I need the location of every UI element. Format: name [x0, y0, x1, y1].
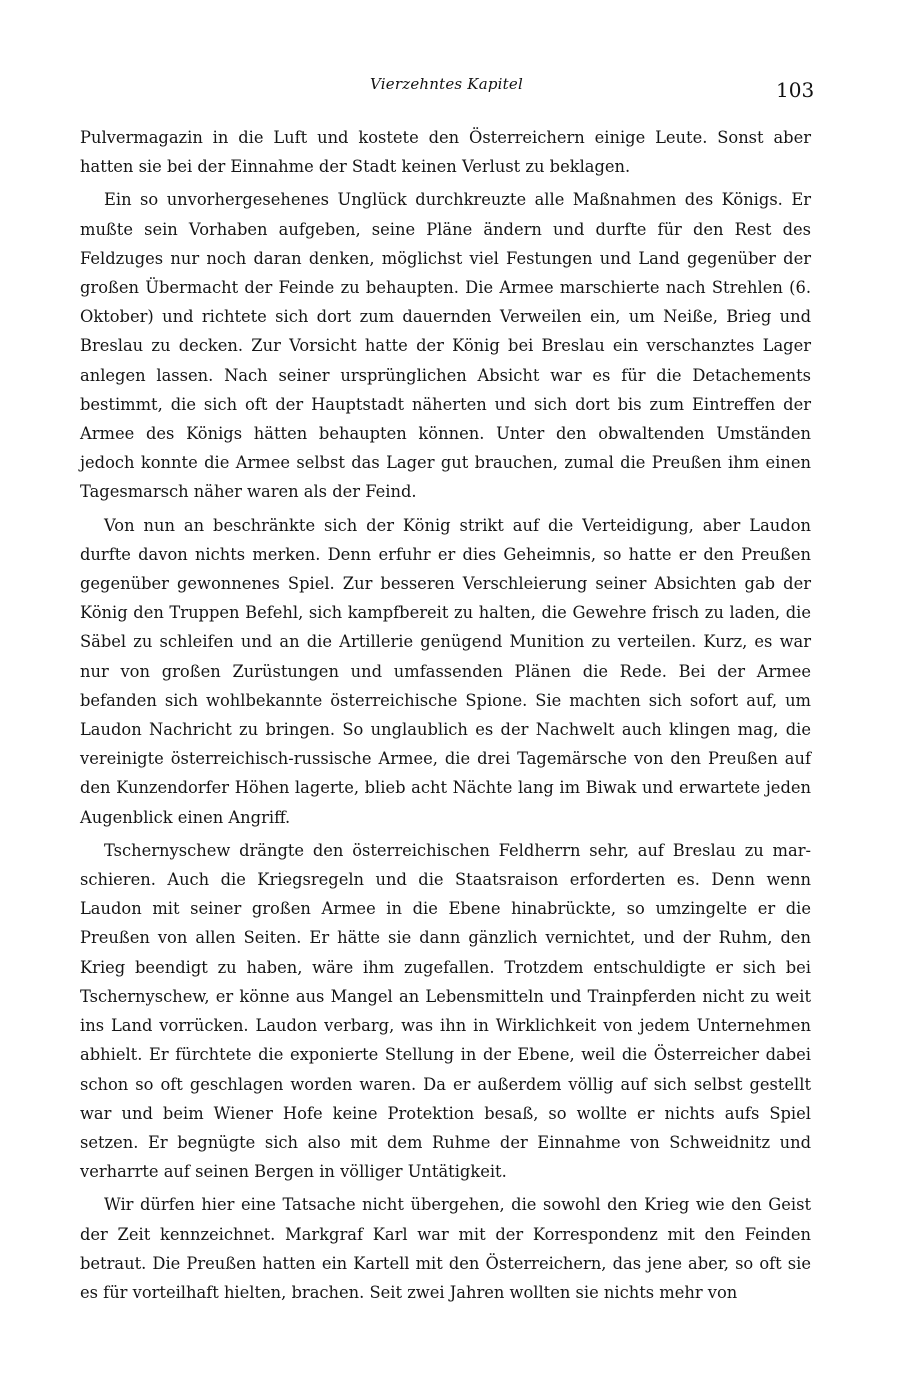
body-text: [80, 123, 811, 1307]
paragraph-continued: Pulvermagazin in die Luft und kostete den Österreichern einige Leute. Sonst aber hatten sie bei der Einnahme der Stadt keinen Verlust zu beklagen.: [80, 128, 811, 177]
page-number: 103: [776, 78, 815, 102]
paragraph: Tschernyschew drängte den österreichischen Feldherrn sehr, auf Breslau zu marschieren. Auch die Kriegsregeln und die Staatsraison erforderten es. Denn wenn Laudon mit seiner großen Armee in die Ebene hinabrückte, so umzingelte er die Preußen von allen Seiten. Er hätte sie dann gänzlich vernichtet, und der Ruhm, den Krieg beendigt zu haben, wäre ihm zugefallen. Trotzdem entschuldigte er sich bei Tschernyschew, er könne aus Mangel an Lebensmitteln und Trainpferden nicht zu weit ins Land vorrücken. Laudon verbarg, was ihn in Wirklichkeit von jedem Unternehmen abhielt. Er fürchtete die exponierte Stellung in der Ebene, weil die Österreicher dabei schon so oft geschlagen worden waren. Da er außerdem völlig auf sich selbst gestellt war und beim Wiener Hofe keine Protektion besaß, so wollte er nichts aufs Spiel setzen. Er begnügte sich also mit dem Ruhme der Einnahme von Schweidnitz und verharrte auf seinen Bergen in völliger Untätigkeit.: [80, 840, 811, 1182]
paragraph: Ein so unvorhergesehenes Unglück durchkreuzte alle Maßnahmen des Königs. Er mußte sein Vorhaben aufgeben, seine Pläne ändern und durfte für den Rest des Feldzuges nur noch daran denken, möglichst viel Festungen und Land gegenüber der großen Übermacht der Feinde zu behaupten. Die Armee marschierte nach Strehlen (6. Oktober) und richtete sich dort zum dauernden Verweilen ein, um Neiße, Brieg und Breslau zu decken. Zur Vorsicht hatte der König bei Breslau ein verschanztes Lager anlegen lassen. Nach seiner ursprünglichen Absicht war es für die Detachements bestimmt, die sich oft der Hauptstadt näherten und sich dort bis zum Eintreffen der Armee des Königs hätten behaupten können. Unter den obwaltenden Umständen jedoch konnte die Armee selbst das Lager gut brauchen, zumal die Preußen ihm einen Tagesmarsch näher waren als der Feind.: [80, 190, 811, 502]
running-head-title: Vierzehntes Kapitel: [370, 75, 523, 93]
paragraph: Von nun an beschränkte sich der König strikt auf die Verteidigung, aber Laudon durfte davon nichts merken. Denn erfuhr er dies Geheimnis, so hatte er den Preußen gegenüber gewonnenes Spiel. Zur besseren Verschleierung seiner Absichten gab der König den Truppen Befehl, sich kampfbereit zu halten, die Gewehre frisch zu laden, die Säbel zu schleifen und an die Artillerie genügend Munition zu verteilen. Kurz, es war nur von großen Zurüstungen und umfassenden Plänen die Rede. Bei der Armee befanden sich wohlbekannte österreichische Spione. Sie machten sich sofort auf, um Laudon Nachricht zu bringen. So unglaublich es der Nachwelt auch klingen mag, die vereinigte österreichisch-russische Armee, die drei Tagemärsche von den Preußen auf den Kunzendorfer Höhen lagerte, blieb acht Nächte lang im Biwak und erwartete jeden Augenblick einen Angriff.: [80, 515, 811, 827]
paragraph: Wir dürfen hier eine Tatsache nicht übergehen, die sowohl den Krieg wie den Geist der Zeit kennzeichnet. Markgraf Karl war mit der Korrespondenz mit den Feinden betraut. Die Preußen hatten ein Kartell mit den Österreichern, das jene aber, so oft sie es für vorteilhaft hielten, brachen. Seit zwei Jahren wollten sie nichts mehr von: [80, 1195, 811, 1302]
